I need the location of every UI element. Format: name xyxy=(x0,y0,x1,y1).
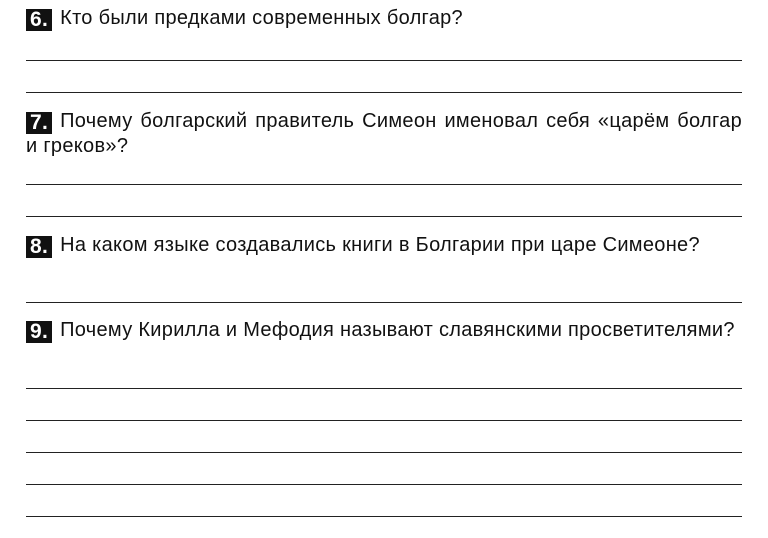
question-9 xyxy=(26,318,742,343)
question-number: 8. xyxy=(26,236,52,258)
answer-line[interactable] xyxy=(26,420,742,421)
answer-line[interactable] xyxy=(26,216,742,217)
answer-line[interactable] xyxy=(26,516,742,517)
answer-line[interactable] xyxy=(26,184,742,185)
question-text: Кто были предками современных болгар? xyxy=(60,7,463,29)
answer-line[interactable] xyxy=(26,60,742,61)
question-number: 6. xyxy=(26,9,52,31)
answer-line[interactable] xyxy=(26,388,742,389)
question-text: Почему болгарский правитель Симеон именовал себя «царём болгар и греков»? xyxy=(26,110,742,157)
question-text: На каком языке создавались книги в Болгарии при царе Симеоне? xyxy=(60,234,700,256)
question-7 xyxy=(26,109,742,158)
answer-line[interactable] xyxy=(26,484,742,485)
answer-line[interactable] xyxy=(26,302,742,303)
question-number: 9. xyxy=(26,321,52,343)
answer-line[interactable] xyxy=(26,452,742,453)
question-8 xyxy=(26,233,742,258)
answer-line[interactable] xyxy=(26,92,742,93)
question-number: 7. xyxy=(26,112,52,134)
question-text: Почему Кирилла и Мефодия называют славянскими просветителями? xyxy=(60,319,735,341)
question-6 xyxy=(26,6,742,31)
